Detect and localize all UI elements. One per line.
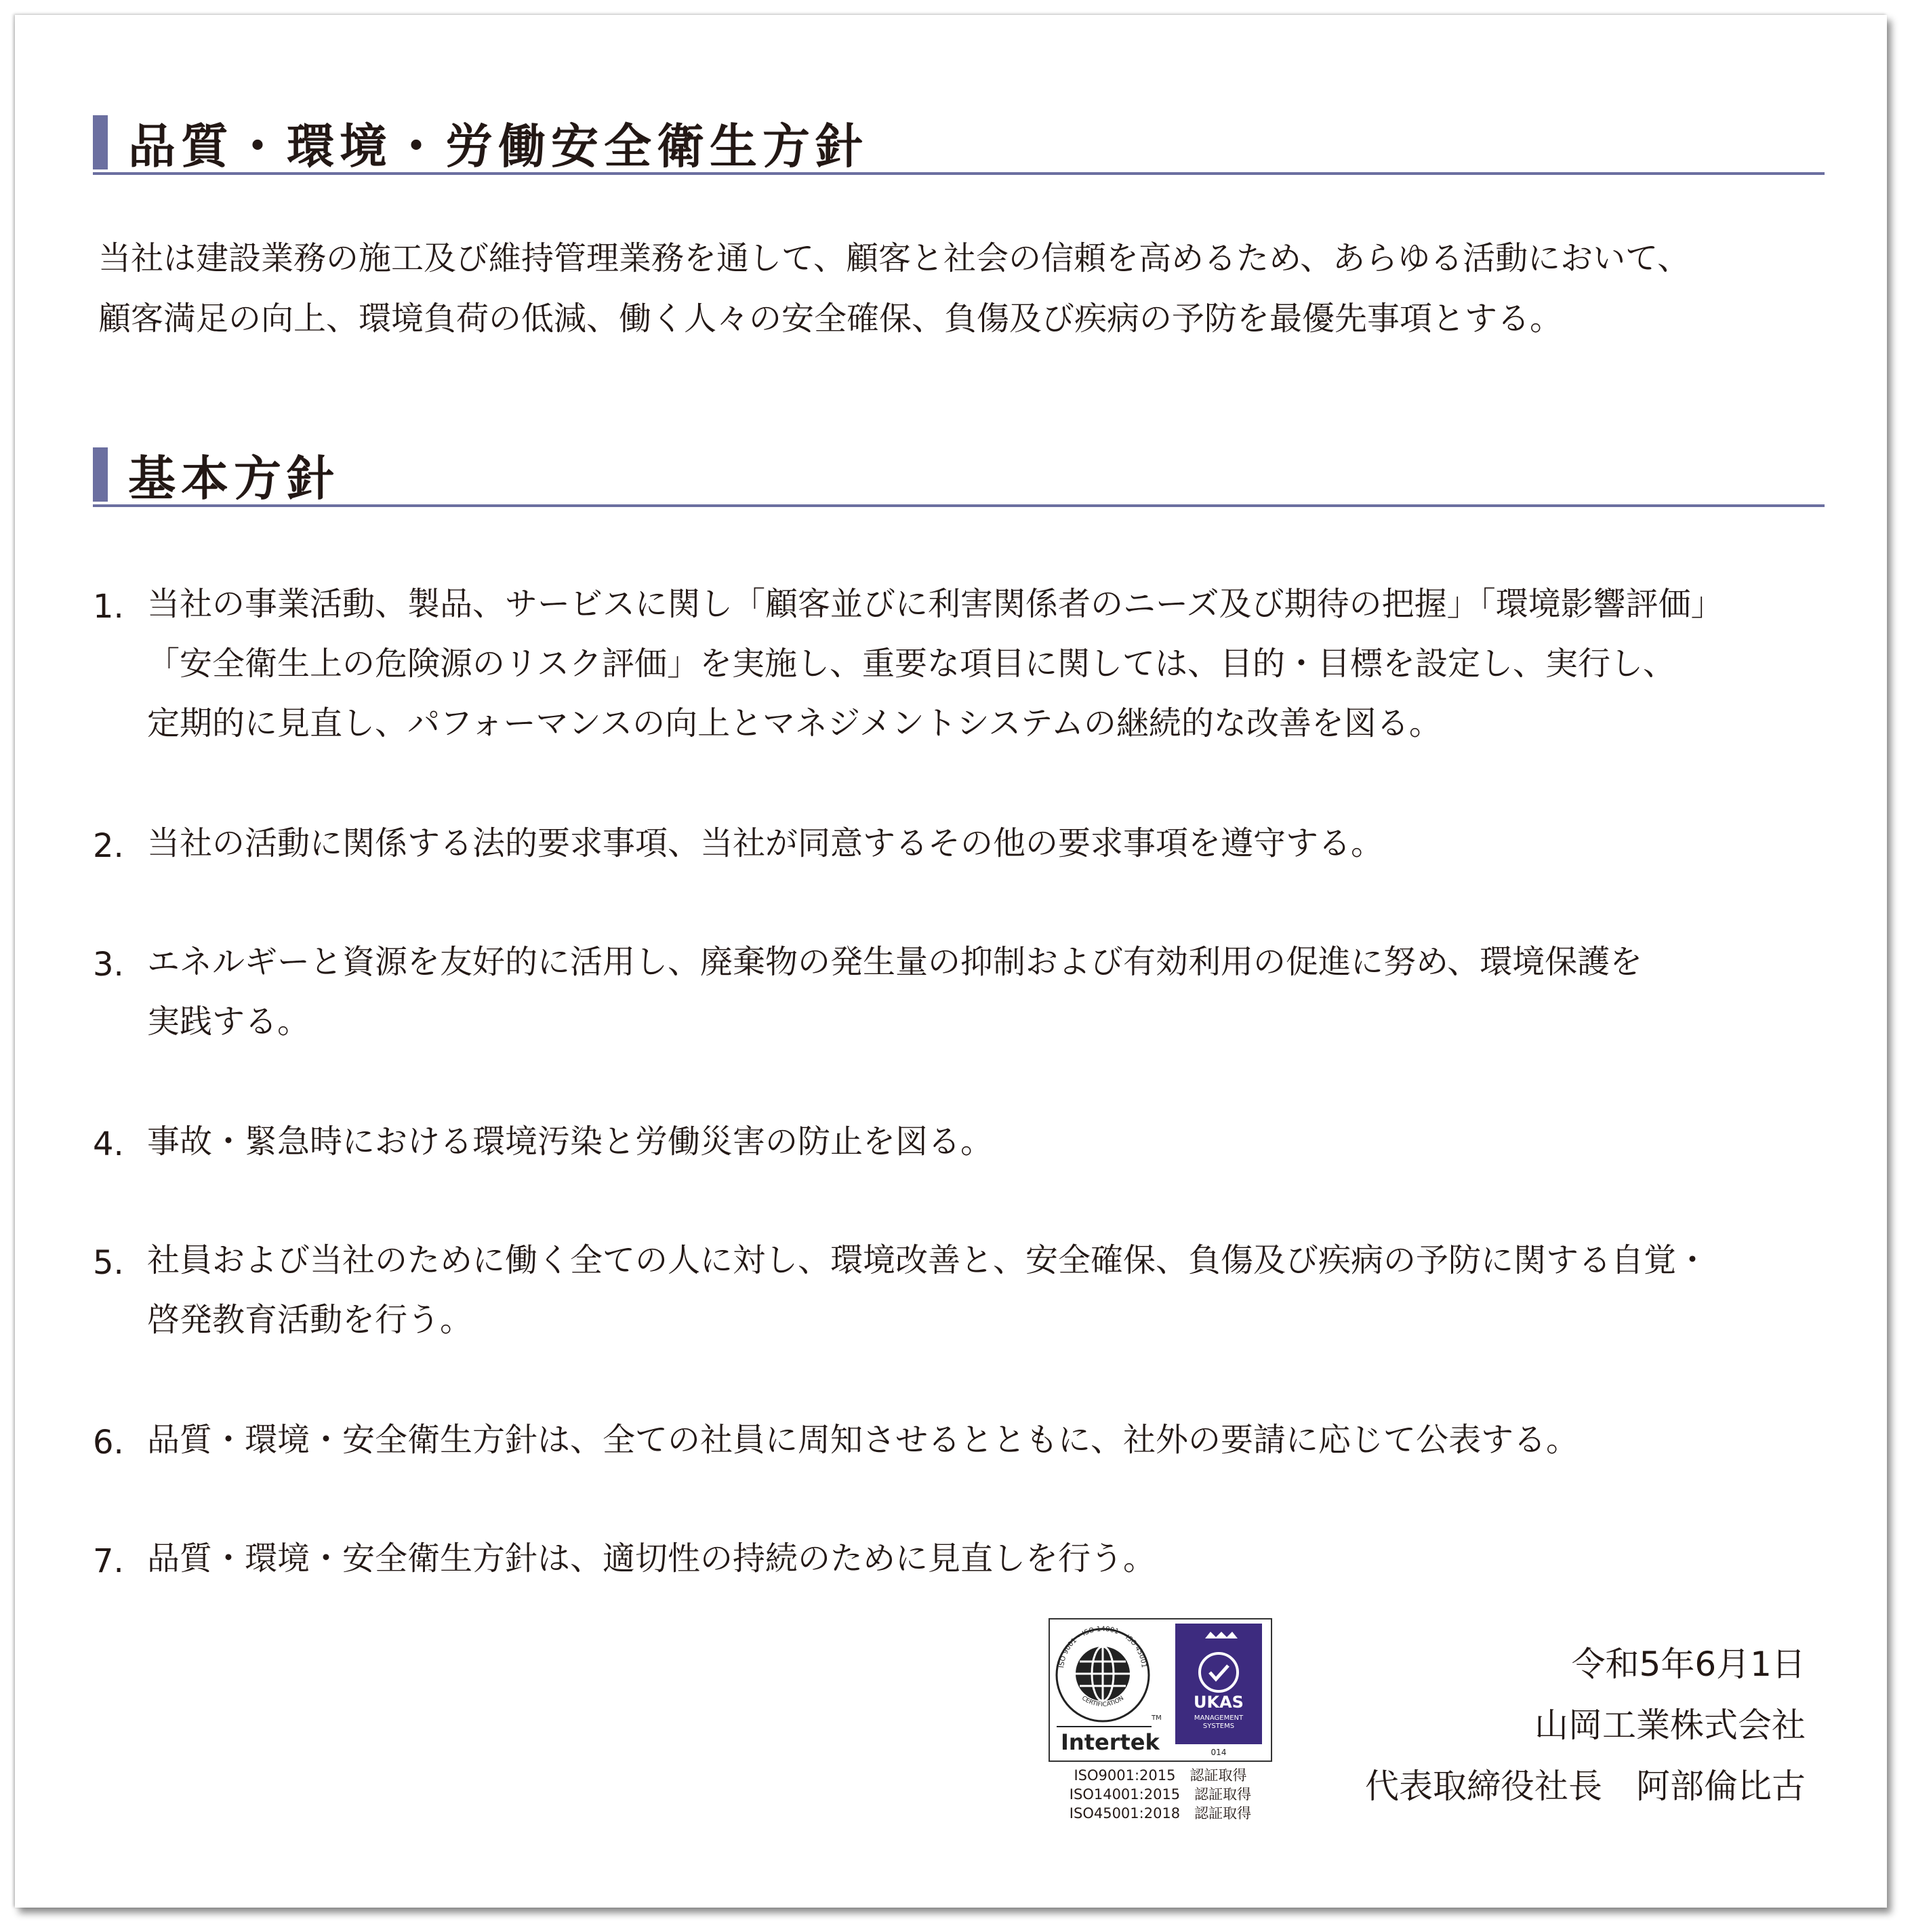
svg-text:ISO 9001 • ISO 14001 • ISO 450: ISO 9001 • ISO 14001 • ISO 45001 [1058, 1625, 1147, 1668]
item-number: 7. [93, 1542, 124, 1580]
item-line: 品質・環境・安全衛生方針は、全ての社員に周知させるとともに、社外の要請に応じて公表する。 [147, 1421, 1579, 1459]
svg-text:CERTIFICATION: CERTIFICATION [1080, 1695, 1125, 1709]
svg-text:014: 014 [1211, 1748, 1227, 1757]
item-line: 当社の事業活動、製品、サービスに関し「顧客並びに利害関係者のニーズ及び期待の把握」「環境影響評価」 [147, 585, 1724, 623]
company-name: 山岡工業株式会社 [1534, 1706, 1806, 1745]
certification-line: ISO9001:2015 認証取得 [1074, 1767, 1247, 1784]
item-line: 社員および当社のために働く全ての人に対し、環境改善と、安全確保、負傷及び疾病の予防に関する自覚・ [147, 1241, 1709, 1279]
certification-line: ISO14001:2015 認証取得 [1069, 1786, 1252, 1803]
item-number: 6. [93, 1424, 124, 1462]
certification-line: ISO45001:2018 認証取得 [1069, 1805, 1252, 1822]
svg-text:UKAS: UKAS [1194, 1693, 1244, 1712]
svg-text:SYSTEMS: SYSTEMS [1202, 1723, 1235, 1730]
heading-accent-bar [93, 447, 108, 502]
svg-text:MANAGEMENT: MANAGEMENT [1194, 1714, 1244, 1722]
svg-text:TM: TM [1152, 1714, 1162, 1722]
intro-line: 顧客満足の向上、環境負荷の低減、働く人々の安全確保、負傷及び疾病の予防を最優先事項とする。 [98, 300, 1563, 338]
item-number: 1. [93, 588, 124, 626]
certification-mark [1049, 1618, 1272, 1823]
policy-sheet [15, 15, 1887, 1908]
item-number: 4. [93, 1125, 124, 1163]
item-line: 啓発教育活動を行う。 [147, 1301, 473, 1339]
intro-line: 当社は建設業務の施工及び維持管理業務を通して、顧客と社会の信頼を高めるため、あらゆる活動において、 [98, 239, 1690, 277]
item-number: 2. [93, 827, 124, 865]
intro-paragraph [98, 228, 1833, 349]
item-line: 定期的に見直し、パフォーマンスの向上とマネジメントシステムの継続的な改善を図る。 [147, 704, 1442, 742]
item-number: 3. [93, 946, 124, 984]
basic-policy-title: 基本方針 [128, 451, 340, 506]
heading-accent-bar [93, 115, 108, 169]
policy-heading [93, 111, 1825, 175]
item-line: エネルギーと資源を友好的に活用し、廃棄物の発生量の抑制および有効利用の促進に努め、環境保護を [147, 943, 1643, 981]
signature-block [1365, 1634, 1806, 1817]
certification-list [1049, 1766, 1272, 1823]
intertek-ukas-logo-icon [1050, 1619, 1271, 1760]
certification-logo-box [1049, 1618, 1272, 1762]
issue-date: 令和5年6月1日 [1571, 1645, 1806, 1684]
policy-title: 品質・環境・労働安全衛生方針 [128, 119, 868, 174]
basic-policy-heading [93, 443, 1825, 507]
item-line: 「安全衛生上の危険源のリスク評価」を実施し、重要な項目に関しては、目的・目標を設定し、実行し、 [147, 645, 1676, 683]
item-line: 実践する。 [147, 1003, 310, 1041]
item-line: 事故・緊急時における環境汚染と労働災害の防止を図る。 [147, 1123, 994, 1161]
representative-name: 代表取締役社長 阿部倫比古 [1365, 1767, 1806, 1806]
item-line: 品質・環境・安全衛生方針は、適切性の持続のために見直しを行う。 [147, 1539, 1156, 1577]
item-line: 当社の活動に関係する法的要求事項、当社が同意するその他の要求事項を遵守する。 [147, 824, 1384, 862]
item-number: 5. [93, 1244, 124, 1282]
svg-text:Intertek: Intertek [1061, 1729, 1160, 1755]
